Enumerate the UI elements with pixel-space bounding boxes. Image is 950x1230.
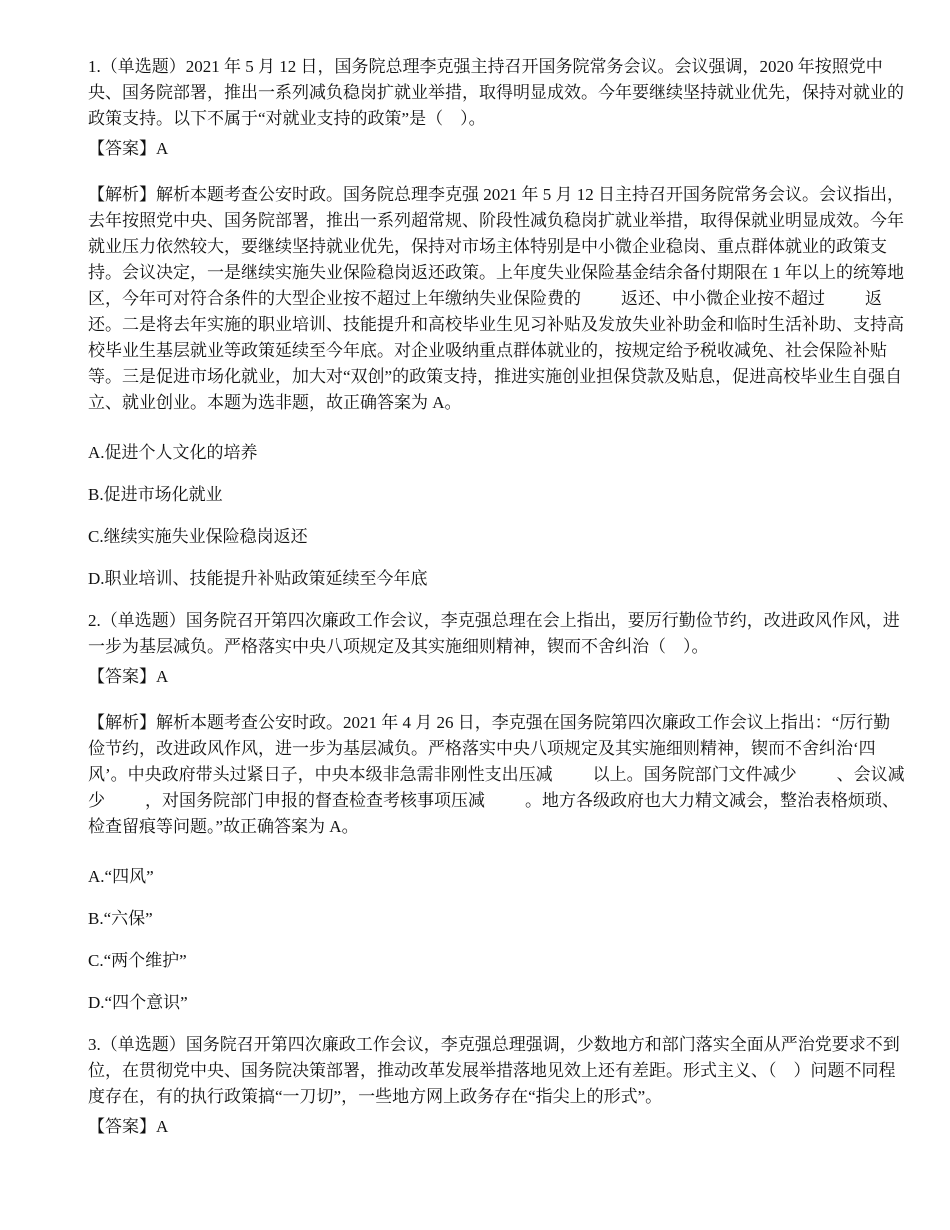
- option-c[interactable]: C.“两个维护”: [88, 951, 187, 970]
- option-b[interactable]: B.“六保”: [88, 909, 153, 928]
- question-2-answer: 【答案】A: [88, 667, 169, 686]
- question-2-options: [88, 864, 906, 1016]
- option-d[interactable]: D.职业培训、技能提升补贴政策延续至今年底: [88, 569, 428, 588]
- question-1: [88, 54, 906, 592]
- document-page: [88, 54, 906, 1140]
- question-1-options: [88, 440, 906, 592]
- explanation-text: ，对国务院部门申报的督查检查考核事项压减: [145, 791, 485, 810]
- option-a[interactable]: A.“四风”: [88, 867, 154, 886]
- explanation-text: 。地方各级政府也大力精文减会，整治表格烦琐、检查留痕等问题。”故正确答案为 A。: [88, 791, 899, 836]
- option-d[interactable]: D.“四个意识”: [88, 993, 188, 1012]
- question-3-stem: 3.（单选题）国务院召开第四次廉政工作会议，李克强总理强调，少数地方和部门落实全面从严治党要求不到位，在贯彻党中央、国务院决策部署，推动改革发展举措落地见效上还有差距。形式主义、（ ）问题不同程度存在，有的执行政策搞“一刀切”，一些地方网上政务存在“指尖上的形式”。: [88, 1035, 900, 1106]
- question-1-stem: 1.（单选题）2021 年 5 月 12 日，国务院总理李克强主持召开国务院常务会议。会议强调，2020 年按照党中央、国务院部署，推出一系列减负稳岗扩就业举措，取得明显成效。今年要继续坚持就业优先，保持对就业的政策支持。以下不属于“对就业支持的政策”是（ ）。: [88, 57, 904, 128]
- question-2: [88, 608, 906, 1016]
- explanation-text: 返还、中小微企业按不超过: [621, 289, 825, 308]
- question-2-explanation: [88, 710, 906, 840]
- explanation-text: 以上。国务院部门文件减少: [592, 765, 797, 784]
- option-c[interactable]: C.继续实施失业保险稳岗返还: [88, 527, 308, 546]
- explanation-text: 返还。二是将去年实施的职业培训、技能提升和高校毕业生见习补贴及发放失业补助金和临时生活补助、支持高校毕业生基层就业等政策延续至今年底。对企业吸纳重点群体就业的，按规定给予税收减免、社会保险补贴等。三是促进市场化就业，加大对“双创”的政策支持，推进实施创业担保贷款及贴息，促进高校毕业生自强自立、就业创业。本题为选非题，故正确答案为 A。: [88, 289, 904, 412]
- explanation-text: 【解析】解析本题考查公安时政。国务院总理李克强 2021 年 5 月 12 日主持召开国务院常务会议。会议指出，去年按照党中央、国务院部署，推出一系列超常规、阶段性减负稳岗扩就业举措，取得保就业明显成效。今年就业压力依然较大，要继续坚持就业优先，保持对市场主体特别是中小微企业稳岗、重点群体就业的政策支持。会议决定，一是继续实施失业保险稳岗返还政策。上年度失业保险基金结余备付期限在 1 年以上的统筹地区，今年可对符合条件的大型企业按不超过上年缴纳失业保险费的: [88, 185, 904, 308]
- question-3: [88, 1032, 906, 1140]
- question-2-stem: 2.（单选题）国务院召开第四次廉政工作会议，李克强总理在会上指出，要厉行勤俭节约，改进政风作风，进一步为基层减负。严格落实中央八项规定及其实施细则精神，锲而不舍纠治（ ）。: [88, 611, 900, 656]
- option-a[interactable]: A.促进个人文化的培养: [88, 443, 258, 462]
- question-3-answer: 【答案】A: [88, 1117, 169, 1136]
- explanation-text: 【解析】解析本题考查公安时政。2021 年 4 月 26 日，李克强在国务院第四次廉政工作会议上指出：“厉行勤俭节约，改进政风作风，进一步为基层减负。严格落实中央八项规定及其实施细则精神，锲而不舍纠治‘四风’。中央政府带头过紧日子，中央本级非急需非刚性支出压减: [88, 713, 891, 784]
- explanation-text: 、会议减少: [88, 765, 905, 810]
- question-1-explanation: [88, 182, 906, 416]
- option-b[interactable]: B.促进市场化就业: [88, 485, 223, 504]
- question-1-answer: 【答案】A: [88, 139, 169, 158]
